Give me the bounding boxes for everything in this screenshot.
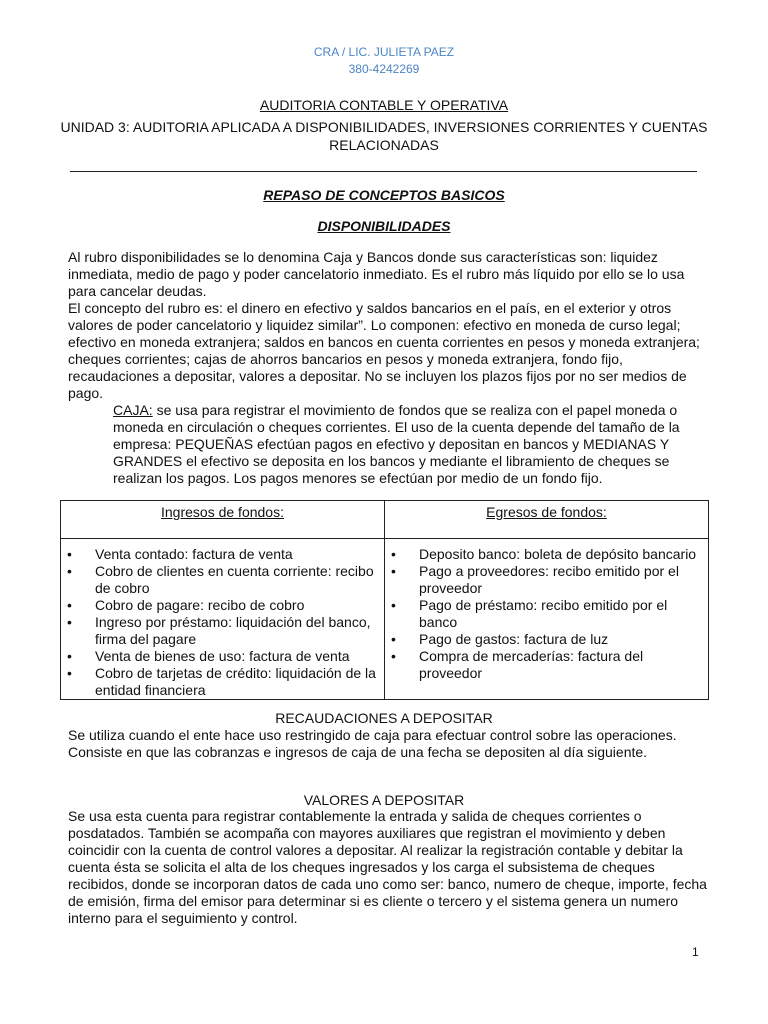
intro-section: [68, 249, 708, 487]
valores-title: VALORES A DEPOSITAR: [303, 792, 465, 808]
phone-line: 380-4242269: [348, 62, 420, 76]
recaudaciones-title: RECAUDACIONES A DEPOSITAR: [275, 710, 493, 726]
author-line: CRA / LIC. JULIETA PAEZ: [313, 45, 455, 59]
caja-label: CAJA:: [113, 402, 153, 418]
list-item: • Pago de gastos: factura de luz: [389, 631, 704, 648]
list-item: • Cobro de tarjetas de crédito: liquidación de la entidad financiera: [65, 665, 380, 699]
list-item: • Venta contado: factura de venta: [65, 546, 380, 563]
intro-paragraph-2: El concepto del rubro es: el dinero en efectivo y saldos bancarios en el país, en el exterior y otros valores de poder cancelatorio y liquidez similar”. Lo componen: efectivo en moneda de curso legal; efectivo en moneda extranjera; saldos en bancos en cuenta corrientes en pesos y moneda extranjera; cheques corrientes; cajas de ahorros bancarios en pesos y moneda extranjera, fondo fijo, recaudaciones a depositar, valores a depositar. No se incluyen los plazos fijos por no ser medios de pago.: [68, 300, 700, 401]
list-item: • Compra de mercaderías: factura del proveedor: [389, 648, 704, 682]
list-item: • Deposito banco: boleta de depósito bancario: [389, 546, 704, 563]
document-titles: [60, 96, 708, 154]
ingresos-list: [61, 539, 384, 699]
funds-table: [60, 500, 709, 700]
horizontal-rule: [70, 171, 697, 172]
unit-title: UNIDAD 3: AUDITORIA APLICADA A DISPONIBILIDADES, INVERSIONES CORRIENTES Y CUENTAS RELACIONADAS: [60, 119, 708, 153]
list-item: • Cobro de clientes en cuenta corriente: recibo de cobro: [65, 563, 380, 597]
table-body-row: [61, 539, 709, 700]
table-header-row: [61, 501, 709, 539]
review-heading: REPASO DE CONCEPTOS BASICOS: [263, 187, 505, 203]
list-item: • Pago a proveedores: recibo emitido por el proveedor: [389, 563, 704, 597]
egresos-cell: [385, 539, 709, 700]
egresos-list: [385, 539, 708, 682]
intro-paragraph-1: Al rubro disponibilidades se lo denomina Caja y Bancos donde sus características son: liquidez inmediata, medio de pago y poder cancelatorio inmediato. Es el rubro más líquido por ello se lo usa para cancelar deudas.: [68, 249, 685, 299]
ingresos-header: Ingresos de fondos:: [61, 501, 385, 539]
valores-text: Se usa esta cuenta para registrar contablemente la entrada y salida de cheques corrientes o posdatados. También se acompaña con mayores auxiliares que registran el movimiento y deben coincidir con la cuenta de control valores a depositar. Al realizar la registración contable y debitar la cuenta ésta se solicita el alta de los cheques ingresados y los carga el subsistema de cheques recibidos, donde se incorporan datos de cada uno como ser: banco, numero de cheque, importe, fecha de emisión, firma del emisor para determinar si es cliente o tercero y el sistema genera un numero interno para el seguimiento y control.: [68, 808, 707, 926]
list-item: • Ingreso por préstamo: liquidación del banco, firma del pagare: [65, 614, 380, 648]
list-item: • Cobro de pagare: recibo de cobro: [65, 597, 380, 614]
page-header: [0, 44, 768, 78]
caja-text: se usa para registrar el movimiento de fondos que se realiza con el papel moneda o moneda en circulación o cheques corrientes. El uso de la cuenta depende del tamaño de la empresa: PEQUEÑAS efectúan pagos en efectivo y depositan en bancos y MEDIANAS Y GRANDES el efectivo se deposita en los bancos y mediante el libramiento de cheques se realizan los pagos. Los pagos menores se efectúan por medio de un fondo fijo.: [113, 402, 680, 486]
disponibilidades-heading: DISPONIBILIDADES: [317, 218, 451, 234]
ingresos-cell: [61, 539, 385, 700]
list-item: • Venta de bienes de uso: factura de venta: [65, 648, 380, 665]
recaudaciones-text: Se utiliza cuando el ente hace uso restringido de caja para efectuar control sobre las operaciones. Consiste en que las cobranzas e ingresos de caja de una fecha se depositen al día siguiente.: [68, 727, 677, 760]
egresos-header: Egresos de fondos:: [385, 501, 709, 539]
list-item: • Pago de préstamo: recibo emitido por el banco: [389, 597, 704, 631]
caja-paragraph: [68, 402, 708, 487]
course-title: AUDITORIA CONTABLE Y OPERATIVA: [259, 97, 509, 113]
page-number: 1: [692, 945, 699, 959]
